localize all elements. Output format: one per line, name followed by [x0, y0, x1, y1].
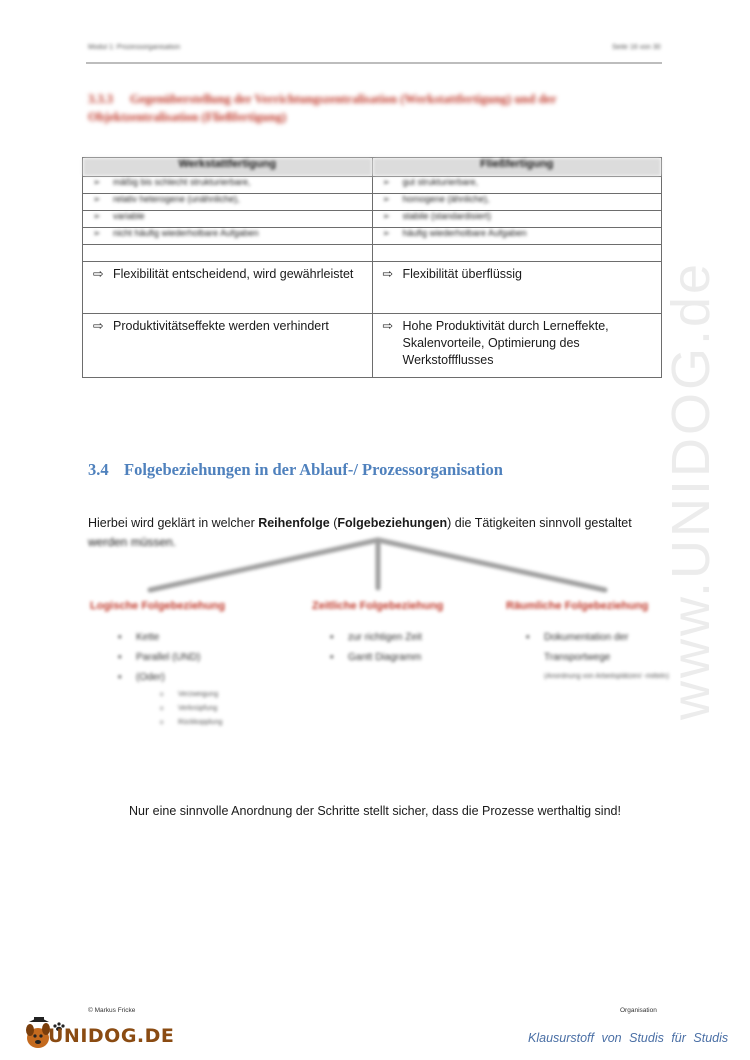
- list-item: ▪ Kette: [118, 628, 200, 648]
- header-right: Seite 16 von 30: [612, 44, 661, 51]
- arrow-right-icon: ⇨: [93, 319, 104, 333]
- paragraph-bold-folgebeziehungen: Folgebeziehungen: [337, 516, 448, 530]
- watermark: www.UNIDOG.de: [661, 260, 721, 720]
- section-331-text: Gegenüberstellung der Verrichtungszentralisation (Werkstattfertigung) und der Objektzentralisation (Fließfertigung): [88, 92, 557, 124]
- table-header-fliess: Fließfertigung: [372, 158, 662, 177]
- arrowhead-icon: ➢: [93, 177, 101, 187]
- arrow-right-icon: ⇨: [382, 267, 393, 281]
- list-item: ▪ Dokumentation der Transportwege: [526, 628, 666, 668]
- tree-branch-left: [150, 540, 378, 590]
- table-cell: mäßig bis schlecht strukturierbare,: [113, 177, 251, 187]
- table-cell: homogene (ähnliche),: [402, 194, 490, 204]
- arrowhead-icon: ➢: [93, 194, 101, 204]
- arrowhead-icon: ➢: [382, 211, 391, 221]
- temporal-relation-list: [330, 628, 422, 668]
- tree-branch-right: [378, 540, 605, 590]
- table-cell: relativ heterogene (unähnliche),: [113, 194, 240, 204]
- list-item: o Rückkopplung: [160, 716, 222, 730]
- list-item: o Verknüpfung: [160, 702, 222, 716]
- header-left: Modul 1: Prozessorganisation: [88, 44, 181, 51]
- footer-slogan: Klausurstoff von Studis für Studis: [528, 1031, 729, 1045]
- paragraph-text: Hierbei wird geklärt in welcher: [88, 516, 259, 530]
- footer-left: © Markus Fricke: [88, 1007, 136, 1014]
- paragraph-line2: werden müssen.: [88, 535, 177, 549]
- table-cell: Flexibilität überflüssig: [402, 267, 522, 281]
- arrow-right-icon: ⇨: [93, 267, 104, 281]
- table-cell: variable: [113, 211, 145, 221]
- spatial-relation-title: Räumliche Folgebeziehung: [506, 600, 649, 612]
- arrowhead-icon: ➢: [382, 194, 391, 204]
- footer-right: Organisation: [620, 1007, 657, 1014]
- arrowhead-icon: ➢: [93, 211, 101, 221]
- table-cell: stabile (standardisiert): [402, 211, 492, 221]
- list-item: ▪ (Oder): [118, 668, 200, 688]
- dog-icon: [26, 1017, 50, 1048]
- section-34-number: 3.4: [88, 460, 109, 479]
- logical-relation-list: [118, 628, 200, 688]
- arrowhead-icon: ➢: [382, 177, 391, 187]
- table-cell: nicht häufig wiederholbare Aufgaben: [113, 228, 259, 238]
- temporal-relation-title: Zeitliche Folgebeziehung: [312, 600, 444, 612]
- section-34-title: Folgebeziehungen in der Ablauf-/ Prozessorganisation: [124, 460, 503, 479]
- arrowhead-icon: ➢: [382, 228, 391, 238]
- spatial-relation-note: (Anordnung von Arbeitsplätzen/ -mitteln): [544, 673, 669, 680]
- closing-note: Nur eine sinnvolle Anordnung der Schritte stellt sicher, dass die Prozesse werthaltig sind!: [129, 804, 621, 818]
- logo-text: UNIDOG.DE: [48, 1025, 175, 1047]
- paragraph-text: (: [329, 516, 338, 530]
- arrowhead-icon: ➢: [93, 228, 101, 238]
- section-331-number: 3.3.3: [88, 92, 113, 106]
- table-cell: Produktivitätseffekte werden verhindert: [113, 319, 329, 333]
- arrow-right-icon: ⇨: [382, 319, 393, 333]
- list-item: ▪ Gantt Diagramm: [330, 648, 422, 668]
- logical-relation-sublist: [160, 688, 222, 730]
- list-item: ▪ zur richtigen Zeit: [330, 628, 422, 648]
- list-item: o Verzweigung: [160, 688, 222, 702]
- table-header-werkstatt: Werkstattfertigung: [83, 158, 373, 177]
- table-cell: Hohe Produktivität durch Lerneffekte, Skalenvorteile, Optimierung des Werkstoffflusses: [402, 319, 609, 367]
- table-cell: häufig wiederholbare Aufgaben: [402, 228, 527, 238]
- table-cell: Flexibilität entscheidend, wird gewährleistet: [113, 267, 354, 281]
- list-item: ▪ Parallel (UND): [118, 648, 200, 668]
- spatial-relation-list: [526, 628, 666, 668]
- paragraph-bold-reihenfolge: Reihenfolge: [258, 516, 330, 530]
- paragraph-text: ) die Tätigkeiten sinnvoll gestaltet: [447, 516, 632, 530]
- logical-relation-title: Logische Folgebeziehung: [90, 600, 226, 612]
- table-cell: gut strukturierbare,: [402, 177, 479, 187]
